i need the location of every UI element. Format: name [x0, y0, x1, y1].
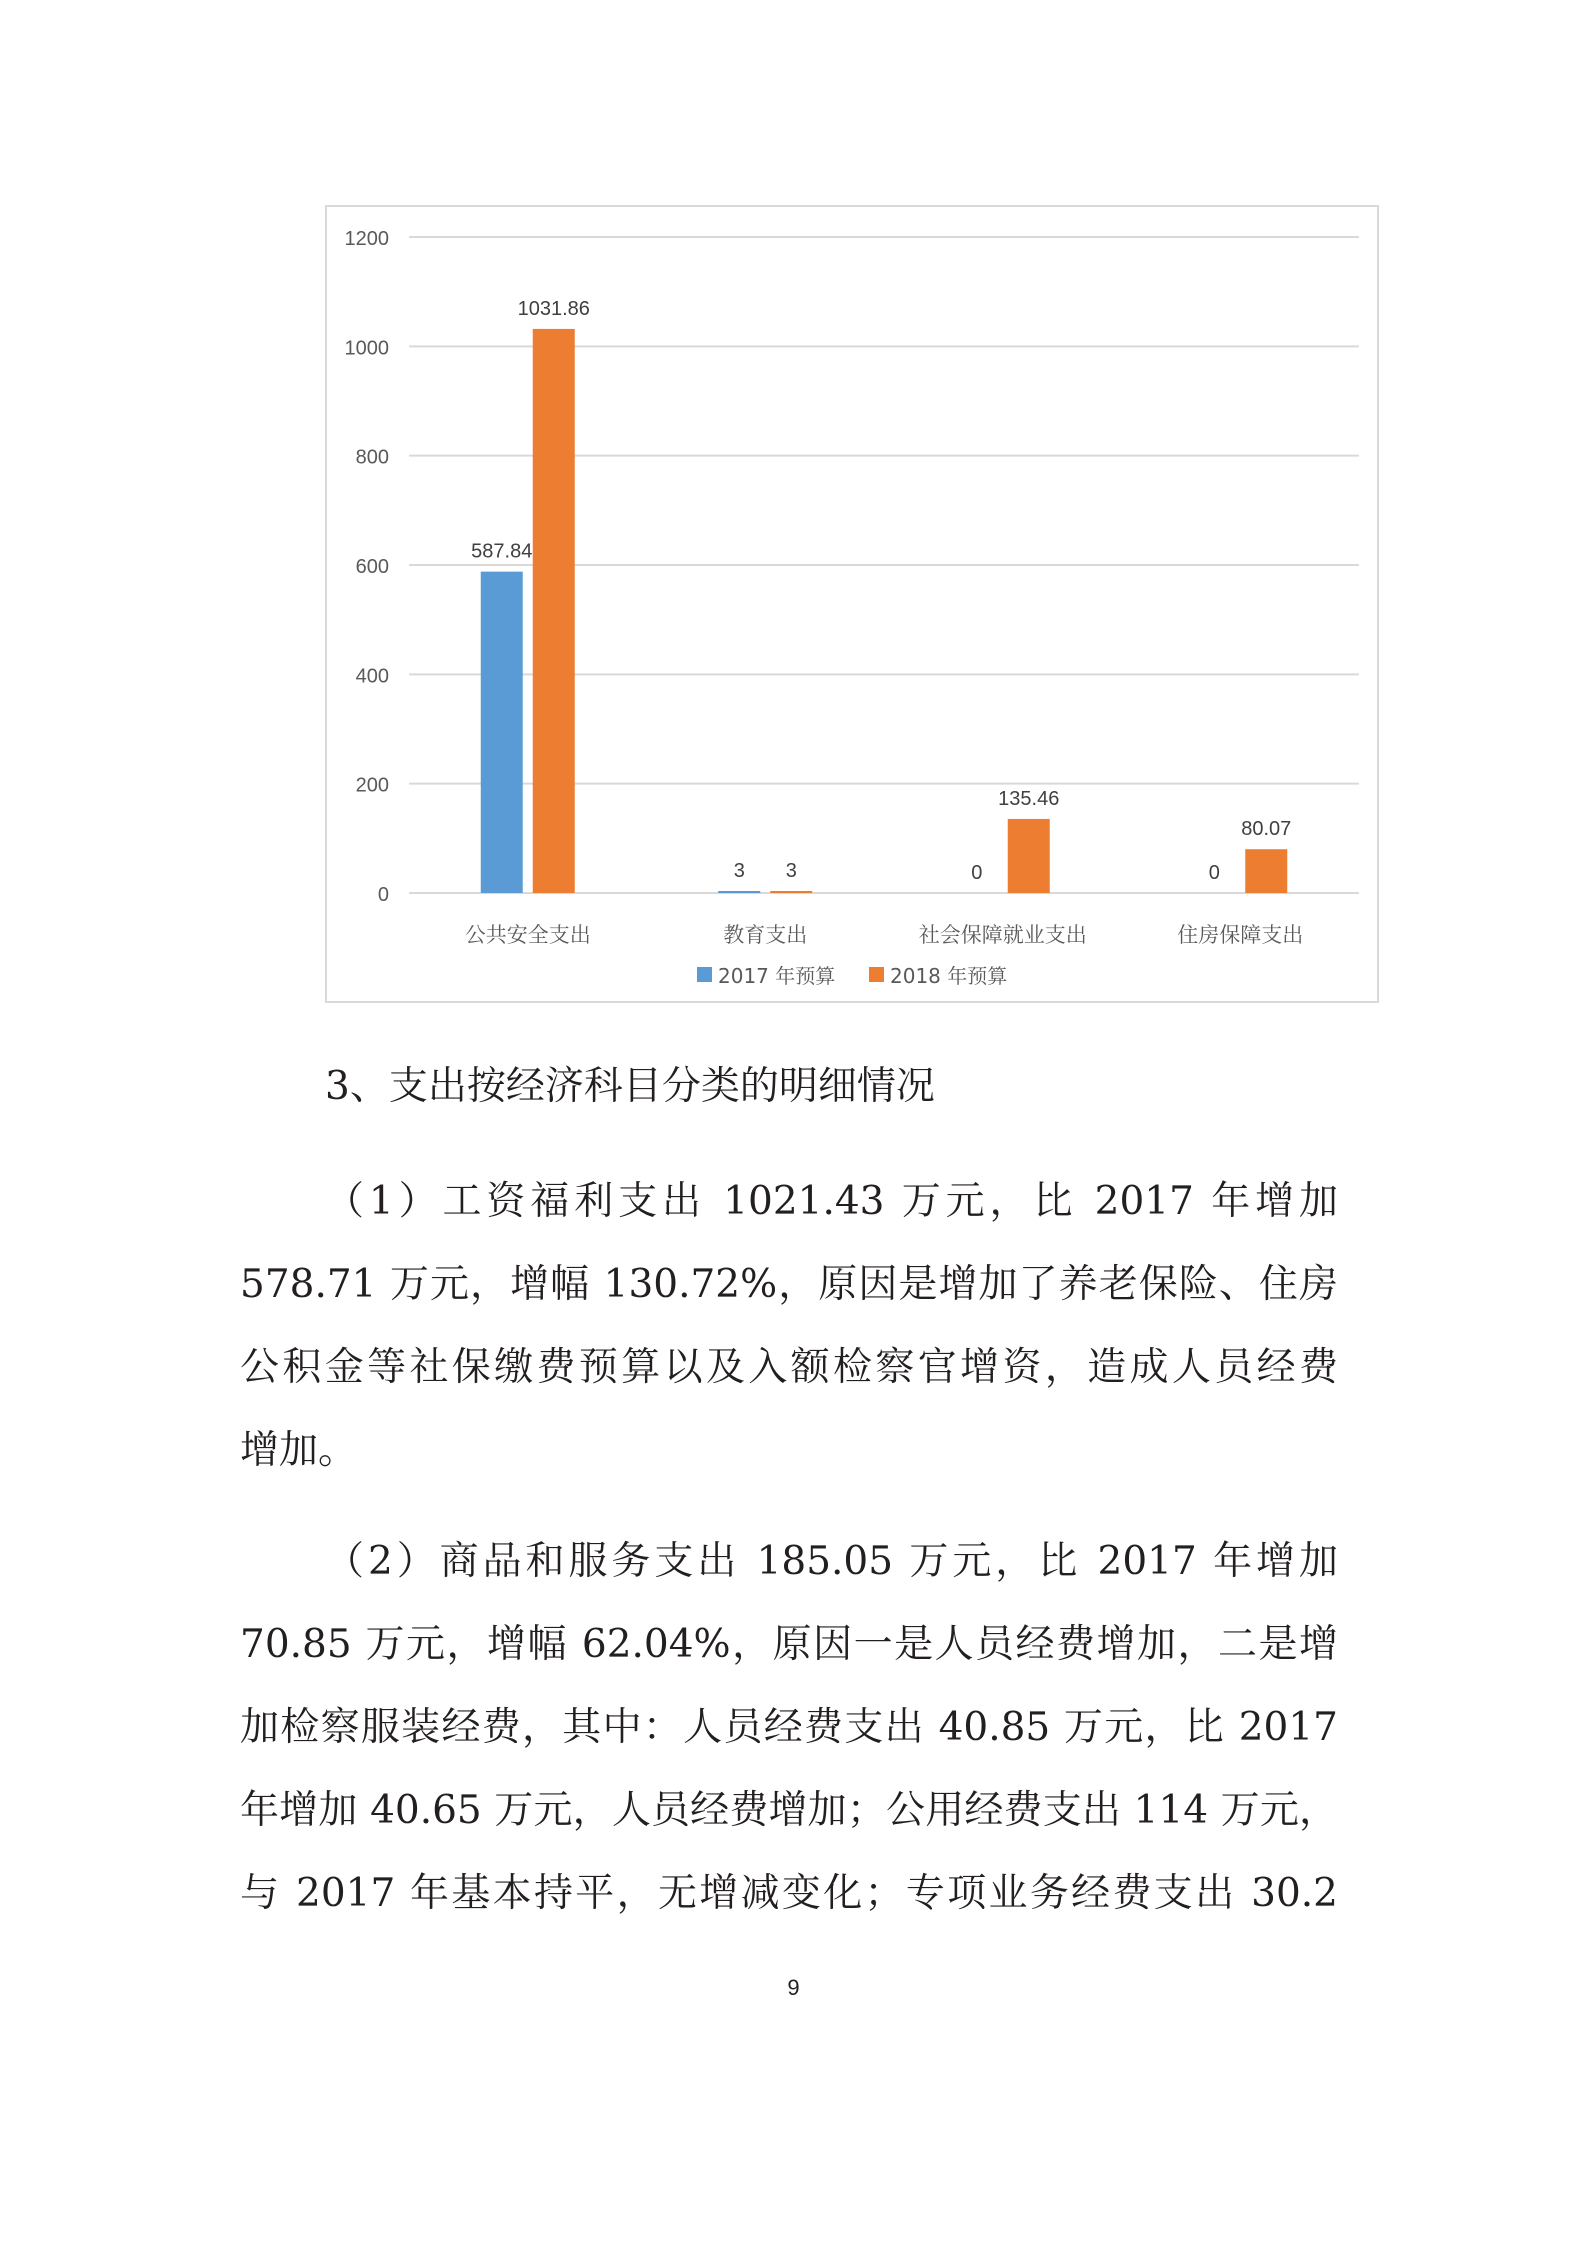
bar-1-3: [1245, 849, 1287, 893]
paragraph-2-line-2: 70.85 万元，增幅 62.04%，原因一是人员经费增加，二是增: [240, 1622, 1338, 1667]
bar-1-0: [533, 329, 575, 893]
paragraph-2-line-3: 加检察服装经费，其中：人员经费支出 40.85 万元，比 2017: [240, 1705, 1338, 1750]
bar-0-1: [718, 891, 760, 893]
y-tick-label-0: 0: [377, 884, 389, 906]
data-label-1-3: 80.07: [1241, 818, 1292, 841]
bar-chart: [325, 205, 1379, 1003]
paragraph-1-line-1: （1）工资福利支出 1021.43 万元，比 2017 年增加: [325, 1179, 1338, 1224]
category-label-2: 社会保障就业支出: [918, 923, 1087, 947]
page-number: 9: [787, 1975, 800, 2000]
y-tick-label-6: 1200: [344, 228, 389, 250]
y-tick-label-2: 400: [355, 665, 389, 688]
data-label-0-2: 0: [971, 862, 983, 884]
bar-chart-svg: [327, 207, 1377, 1001]
paragraph-2: [240, 1520, 1338, 1935]
legend-label-0: 2017 年预算: [718, 964, 836, 988]
paragraph-2-line-5: 与 2017 年基本持平，无增减变化；专项业务经费支出 30.2: [240, 1871, 1338, 1916]
y-tick-label-4: 800: [355, 446, 389, 469]
category-label-3: 住房保障支出: [1177, 923, 1304, 947]
paragraph-2-line-4: 年增加 40.65 万元，人员经费增加；公用经费支出 114 万元，: [240, 1788, 1338, 1833]
bar-0-0: [481, 572, 523, 893]
paragraph-1-line-3: 公积金等社保缴费预算以及入额检察官增资，造成人员经费: [240, 1345, 1338, 1390]
paragraph-1-line-4: 增加。: [240, 1428, 358, 1473]
paragraph-1-line-2: 578.71 万元，增幅 130.72%，原因是增加了养老保险、住房: [240, 1262, 1338, 1307]
legend-swatch-1: [869, 967, 884, 982]
data-label-0-0: 587.84: [471, 540, 533, 563]
data-label-0-1: 3: [733, 860, 745, 882]
bar-1-1: [770, 891, 812, 893]
data-label-0-3: 0: [1208, 862, 1220, 884]
category-label-1: 教育支出: [723, 923, 808, 947]
data-label-1-2: 135.46: [998, 787, 1060, 810]
legend-label-1: 2018 年预算: [890, 964, 1008, 988]
y-tick-label-5: 1000: [344, 337, 389, 360]
category-label-0: 公共安全支出: [464, 923, 591, 947]
section-heading: 3、支出按经济科目分类的明细情况: [325, 1064, 935, 1109]
data-label-1-0: 1031.86: [517, 297, 590, 320]
data-label-1-1: 3: [785, 860, 797, 882]
legend-swatch-0: [697, 967, 712, 982]
paragraph-2-line-1: （2）商品和服务支出 185.05 万元，比 2017 年增加: [325, 1539, 1338, 1584]
y-tick-label-1: 200: [355, 774, 389, 797]
bar-1-2: [1008, 819, 1050, 893]
y-tick-label-3: 600: [355, 556, 389, 578]
paragraph-1: [240, 1160, 1338, 1492]
